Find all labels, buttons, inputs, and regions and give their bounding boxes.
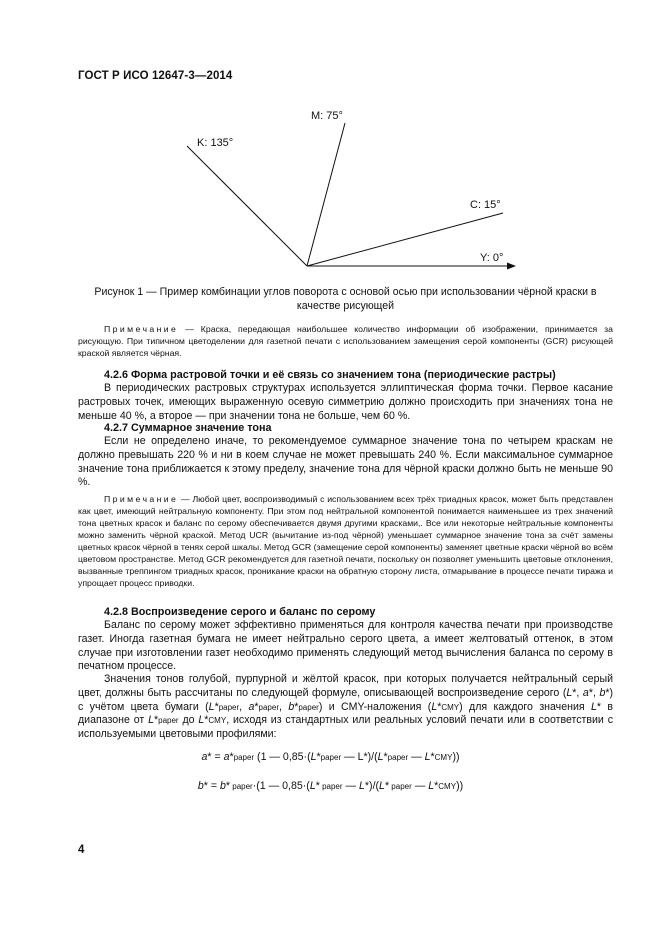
f1-dash: — bbox=[408, 751, 425, 763]
f1-sub-cmy: CMY bbox=[434, 753, 453, 762]
f2-sub-paper: paper bbox=[389, 782, 412, 791]
sym-l: L bbox=[208, 700, 215, 713]
sym-comma: , bbox=[278, 700, 289, 713]
f2-lhs: b bbox=[197, 780, 204, 792]
sym-a: a bbox=[248, 700, 255, 713]
screen-angle-diagram bbox=[0, 0, 661, 300]
label-m: M: 75° bbox=[311, 110, 343, 122]
f1-star: * bbox=[229, 751, 234, 763]
sub-cmy: CMY bbox=[208, 716, 227, 726]
note-1-label: Примечание bbox=[104, 324, 179, 334]
f2-end: )) bbox=[456, 780, 464, 792]
f2-star: * bbox=[364, 780, 370, 792]
sym-star: * bbox=[154, 714, 159, 727]
f1-l: L bbox=[377, 751, 384, 763]
sym-star: * bbox=[294, 700, 299, 713]
formula-a bbox=[0, 751, 661, 763]
para-2-part-5: в диапазоне от bbox=[78, 700, 614, 727]
f2-l: L bbox=[428, 780, 435, 792]
f1-tail: )/( bbox=[367, 751, 378, 763]
f2-star: * bbox=[434, 780, 439, 792]
sym-star: * bbox=[214, 700, 219, 713]
f2-eq: = bbox=[207, 780, 220, 792]
f2-sub-paper: paper bbox=[319, 782, 343, 791]
sym-b: b bbox=[288, 700, 295, 713]
sym-comma: , bbox=[576, 686, 583, 699]
c-axis-line bbox=[307, 213, 503, 266]
f2-b: b bbox=[219, 780, 226, 792]
sym-comma: , bbox=[592, 686, 600, 699]
document-header: ГОСТ Р ИСО 12647-3—2014 bbox=[78, 70, 233, 82]
f2-dash: — bbox=[411, 780, 429, 792]
section-4-2-8-para-2 bbox=[78, 673, 613, 742]
section-4-2-6-text: В периодических растровых структурах используется эллиптическая форма точки. Первое касание растровых точек, имеющих выраженную осевую симметрию должно происходить при значениях тона не меньше 40 %, а второе — при значении тона не больше, чем 60 %. bbox=[78, 382, 613, 422]
f1-star: * bbox=[316, 751, 321, 763]
note-1 bbox=[78, 323, 613, 359]
f1-star: * bbox=[207, 751, 212, 763]
f2-l: L bbox=[379, 780, 385, 792]
sym-star: * bbox=[254, 700, 259, 713]
sym-star: * bbox=[437, 700, 442, 713]
sub-paper: paper bbox=[218, 702, 240, 712]
f2-star: * bbox=[203, 780, 208, 792]
f2-star: * bbox=[315, 780, 320, 792]
heading-4-2-8: 4.2.8 Воспроизведение серого и баланс по серому bbox=[104, 606, 376, 618]
y-axis-arrow bbox=[507, 263, 516, 270]
f1-l-upright: L bbox=[357, 751, 364, 763]
section-4-2-8-para-1: Баланс по серому может эффективно применяться для контроля качества печати при производстве газет. Иногда газетная бумага не имеет нейтрально серого цвета, а имеет желтоватый оттенок, в этом случае при изготовлении газет необходимо применять следующий метод вычисления баланса по серому в печатном процессе. bbox=[78, 619, 613, 673]
f2-tail: )/( bbox=[369, 780, 380, 792]
f1-dash: — bbox=[341, 751, 358, 763]
sym-star: * bbox=[605, 686, 610, 699]
f2-l: L bbox=[309, 780, 316, 792]
f1-mid: (1 — 0,85·( bbox=[254, 751, 311, 763]
sym-comma: , bbox=[239, 700, 249, 713]
note-2-text: — Любой цвет, воспроизводимый с использованием всех трёх триадных красок, может быть представлен как цвет, имеющий нейтральную компоненту. При этом под нейтральной компонентой понимается наименьшее из трех значений тона цветных красок и баланс по серому обеспечивается двумя другими красками,. Все или некоторые нейтральные компоненты можно заменить чёрной краской. Метод UCR (вычитание из-под чёрной) уменьшает суммарное значение тона за счёт замены цветных красок чёрной в тенях серой шкалы. Метод GCR (замещение серой компоненты) заменяет цветные краски чёрной во всём цветовом пространстве. Метод GCR рекомендуется для газетной печати, поскольку он позволяет уменьшить цветовые отклонения, вызванные треппингом триадных красок, проникание краски на обратную сторону листа, отмарывание в процессе печати тиража и упрощает процесс приводки. bbox=[78, 494, 613, 588]
f2-sub-paper: paper bbox=[230, 782, 253, 791]
f1-sub-paper: paper bbox=[233, 753, 255, 762]
sub-paper: paper bbox=[298, 702, 319, 712]
label-y: Y: 0° bbox=[480, 252, 504, 264]
label-k: K: 135° bbox=[197, 137, 234, 149]
para-2-part-3: ) и CMY-наложения ( bbox=[318, 700, 432, 713]
para-2-part-4: ) для каждого значения bbox=[459, 700, 591, 713]
f1-sub-paper: paper bbox=[320, 753, 342, 762]
sym-l: L bbox=[431, 700, 438, 713]
note-1-text: — Краска, передающая наибольшее количество информации об изображении, принимается за рисующую. При типичном цветоделении для газетной печати с использованием замещения серой компоненты (GCR) рисующей краской является чёрная. bbox=[78, 324, 613, 358]
page-number: 4 bbox=[78, 844, 85, 856]
figure-caption: Рисунок 1 — Пример комбинации углов поворота с основой осью при использовании чёрной краски в качестве рисующей bbox=[94, 286, 597, 312]
f1-star: * bbox=[430, 751, 435, 763]
para-2-part-7: , исходя из стандартных или реальных условий печати или в соответствии с используемыми цветовыми профилями: bbox=[78, 714, 613, 741]
f2-star: * bbox=[225, 780, 231, 792]
f1-lhs: a bbox=[201, 751, 208, 763]
sym-star: * bbox=[572, 686, 577, 699]
formula-b bbox=[0, 780, 661, 792]
f2-l: L bbox=[359, 780, 365, 792]
sub-paper: paper bbox=[258, 702, 279, 712]
heading-4-2-7: 4.2.7 Суммарное значение тона bbox=[104, 422, 272, 434]
f2-mid: ·(1 — 0,85·( bbox=[252, 780, 310, 792]
sym-star: * bbox=[588, 686, 593, 699]
f2-sub-cmy: CMY bbox=[438, 782, 457, 791]
sym-star: * bbox=[204, 714, 209, 727]
m-axis-line bbox=[307, 123, 345, 266]
label-c: C: 15° bbox=[470, 199, 501, 211]
section-4-2-7-text: Если не определено иначе, то рекомендуемое суммарное значение тона по четырем краскам не должно превышать 220 % и ни в коем случае не может превышать 240 %. Если максимальное суммарное значение тона приближается к этому пределу, значение тона для чёрной краски должно быть не меньше 90 %. bbox=[78, 435, 613, 489]
sym-l: L bbox=[566, 686, 573, 699]
sub-paper: paper bbox=[158, 716, 179, 726]
sym-l: L bbox=[148, 714, 154, 727]
heading-4-2-6: 4.2.6 Форма растровой точки и её связь со значением тона (периодические растры) bbox=[104, 369, 556, 381]
para-2-part-2: ) с учётом цвета бумаги ( bbox=[78, 686, 613, 713]
f1-a: a bbox=[223, 751, 230, 763]
sub-cmy: CMY bbox=[441, 702, 460, 712]
sym-a: a bbox=[582, 686, 589, 699]
f1-eq: = bbox=[211, 751, 224, 763]
f1-star: * bbox=[363, 751, 368, 763]
note-2-label: Примечание bbox=[104, 494, 179, 504]
sym-l: L bbox=[590, 700, 597, 713]
para-2-part-1: Значения тонов голубой, пурпурной и жёлтой красок, при которых получается нейтральный серый цвет, должны быть рассчитаны по следующей формуле, описывающей воспроизведение серого ( bbox=[78, 673, 613, 699]
k-axis-line bbox=[187, 146, 307, 266]
para-2-part-6: до bbox=[178, 714, 199, 727]
f1-star: * bbox=[383, 751, 388, 763]
sym-b: b bbox=[599, 686, 606, 699]
f1-end: )) bbox=[452, 751, 460, 763]
f1-sub-paper: paper bbox=[387, 753, 409, 762]
sym-l: L bbox=[198, 714, 205, 727]
f1-l: L bbox=[424, 751, 431, 763]
note-2 bbox=[78, 493, 613, 589]
f1-l: L bbox=[310, 751, 317, 763]
f2-dash: — bbox=[342, 780, 360, 792]
sym-star: * bbox=[596, 700, 602, 713]
f2-star: * bbox=[384, 780, 390, 792]
